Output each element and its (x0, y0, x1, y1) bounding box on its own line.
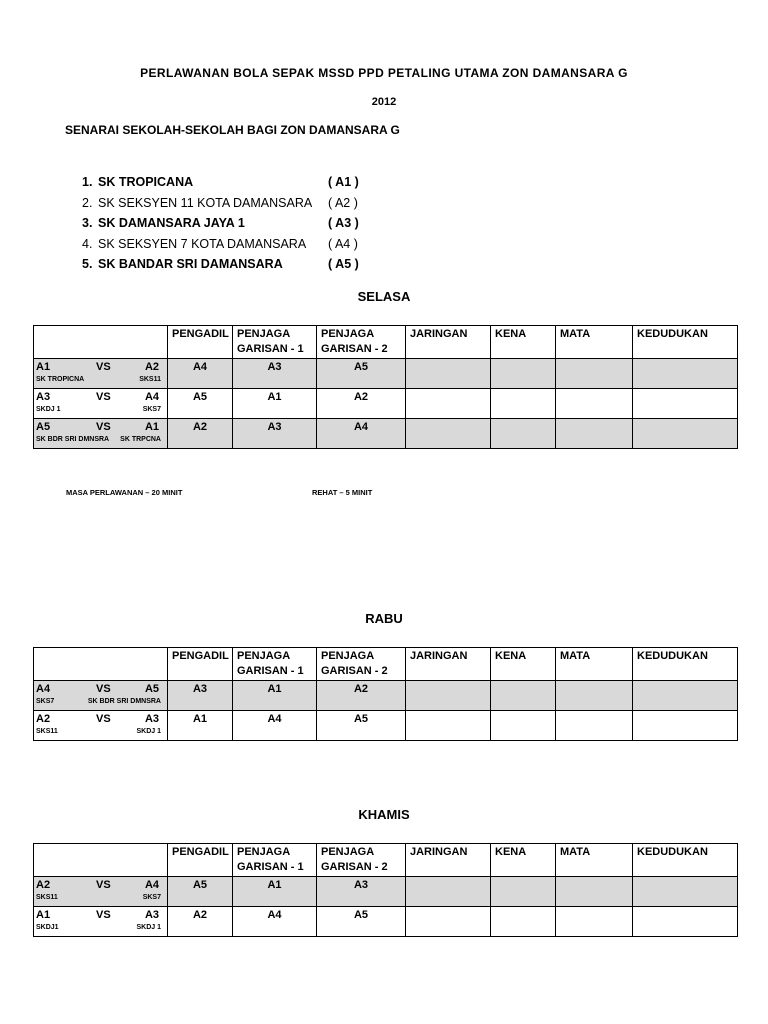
header-empty (34, 326, 168, 359)
home-team-code: A2 (36, 879, 51, 891)
pengadil-cell: A3 (168, 681, 233, 711)
jaringan-cell (406, 907, 491, 937)
document-title: PERLAWANAN BOLA SEPAK MSSD PPD PETALING UTAMA ZON DAMANSARA G (140, 66, 628, 80)
penjaga-2-cell: A5 (317, 711, 406, 741)
header-penjaga-1-line2: GARISAN - 1 (237, 665, 304, 677)
penjaga-2-cell: A2 (317, 681, 406, 711)
match-cell (34, 711, 168, 741)
header-kedudukan: KEDUDUKAN (633, 326, 738, 359)
away-team-short: SK BDR SRI DMNSRA (87, 698, 161, 705)
header-kena: KENA (491, 844, 556, 877)
penjaga-2-cell: A2 (317, 389, 406, 419)
header-penjaga-2-line1: PENJAGA (321, 328, 375, 340)
header-penjaga-2-line2: GARISAN - 2 (321, 861, 388, 873)
kena-cell (491, 681, 556, 711)
school-item (82, 196, 382, 217)
pengadil-cell: A4 (168, 359, 233, 389)
kedudukan-cell (633, 907, 738, 937)
school-name: SK SEKSYEN 7 KOTA DAMANSARA (98, 236, 307, 251)
jaringan-cell (406, 877, 491, 907)
penjaga-2-cell: A5 (317, 907, 406, 937)
vs-label: VS (96, 421, 111, 433)
home-team-code: A1 (36, 361, 51, 373)
table-row (34, 907, 738, 937)
header-empty (34, 844, 168, 877)
vs-label: VS (96, 391, 111, 403)
match-cell (34, 419, 168, 449)
home-team-short: SKS7 (36, 698, 55, 705)
school-number: 2. (82, 195, 93, 210)
vs-label: VS (96, 361, 111, 373)
pengadil-cell: A2 (168, 907, 233, 937)
jaringan-cell (406, 389, 491, 419)
penjaga-1-cell: A1 (233, 877, 317, 907)
header-kedudukan: KEDUDUKAN (633, 648, 738, 681)
penjaga-1-cell: A4 (233, 907, 317, 937)
kena-cell (491, 389, 556, 419)
header-penjaga-2 (317, 326, 406, 359)
table-header-row (34, 844, 738, 877)
home-team-code: A5 (36, 421, 51, 433)
table-row (34, 419, 738, 449)
schedule-table-khamis (33, 843, 738, 937)
mata-cell (556, 711, 633, 741)
school-list-heading: SENARAI SEKOLAH-SEKOLAH BAGI ZON DAMANSARA G (65, 123, 400, 137)
vs-label: VS (96, 909, 111, 921)
jaringan-cell (406, 681, 491, 711)
away-team-short: SK TRPCNA (120, 436, 161, 443)
school-code: ( A3 ) (328, 216, 359, 230)
away-team-short: SKDJ 1 (136, 728, 161, 735)
rest-duration-note: REHAT – 5 MINIT (312, 488, 373, 497)
school-list (82, 175, 382, 278)
header-penjaga-2-line1: PENJAGA (321, 650, 375, 662)
day-title-rabu: RABU (365, 611, 403, 626)
header-jaringan: JARINGAN (406, 844, 491, 877)
school-name: SK SEKSYEN 11 KOTA DAMANSARA (98, 195, 313, 210)
header-mata: MATA (556, 326, 633, 359)
school-number: 5. (82, 257, 93, 271)
school-name: SK BANDAR SRI DAMANSARA (98, 257, 283, 271)
away-team-short: SKDJ 1 (136, 924, 161, 931)
home-team-code: A4 (36, 683, 51, 695)
school-code: ( A1 ) (328, 175, 359, 189)
vs-label: VS (96, 713, 111, 725)
header-pengadil: PENGADIL (168, 648, 233, 681)
schedule-table-selasa (33, 325, 738, 449)
school-code: ( A5 ) (328, 257, 359, 271)
header-mata: MATA (556, 648, 633, 681)
day-title-selasa: SELASA (357, 289, 411, 304)
kena-cell (491, 359, 556, 389)
school-code: ( A4 ) (328, 236, 358, 251)
header-pengadil: PENGADIL (168, 326, 233, 359)
home-team-code: A1 (36, 909, 51, 921)
school-item (82, 216, 382, 237)
kedudukan-cell (633, 359, 738, 389)
penjaga-2-cell: A4 (317, 419, 406, 449)
kedudukan-cell (633, 389, 738, 419)
away-team-code: A4 (144, 391, 159, 403)
home-team-short: SKDJ1 (36, 924, 59, 931)
header-penjaga-1-line2: GARISAN - 1 (237, 343, 304, 355)
mata-cell (556, 681, 633, 711)
penjaga-2-cell: A3 (317, 877, 406, 907)
penjaga-1-cell: A1 (233, 389, 317, 419)
header-penjaga-1-line2: GARISAN - 1 (237, 861, 304, 873)
pengadil-cell: A2 (168, 419, 233, 449)
kedudukan-cell (633, 877, 738, 907)
school-item (82, 175, 382, 196)
away-team-short: SKS7 (142, 894, 161, 901)
away-team-code: A4 (144, 879, 159, 891)
away-team-code: A3 (144, 713, 159, 725)
penjaga-1-cell: A3 (233, 419, 317, 449)
header-mata: MATA (556, 844, 633, 877)
school-number: 4. (82, 236, 93, 251)
header-jaringan: JARINGAN (406, 648, 491, 681)
penjaga-1-cell: A1 (233, 681, 317, 711)
header-penjaga-2-line1: PENJAGA (321, 846, 375, 858)
header-jaringan: JARINGAN (406, 326, 491, 359)
match-cell (34, 389, 168, 419)
kena-cell (491, 419, 556, 449)
penjaga-1-cell: A4 (233, 711, 317, 741)
home-team-short: SK TROPICNA (36, 376, 85, 383)
kena-cell (491, 907, 556, 937)
header-kena: KENA (491, 648, 556, 681)
home-team-code: A2 (36, 713, 51, 725)
school-code: ( A2 ) (328, 195, 358, 210)
table-row (34, 389, 738, 419)
match-cell (34, 877, 168, 907)
header-penjaga-1-line1: PENJAGA (237, 650, 291, 662)
penjaga-1-cell: A3 (233, 359, 317, 389)
match-cell (34, 907, 168, 937)
home-team-short: SKS11 (36, 894, 58, 901)
header-penjaga-2-line2: GARISAN - 2 (321, 343, 388, 355)
header-penjaga-1-line1: PENJAGA (237, 846, 291, 858)
day-title-khamis: KHAMIS (358, 807, 410, 822)
header-kena: KENA (491, 326, 556, 359)
away-team-code: A5 (144, 683, 159, 695)
mata-cell (556, 389, 633, 419)
school-number: 3. (82, 216, 93, 230)
header-penjaga-2 (317, 844, 406, 877)
school-number: 1. (82, 175, 93, 189)
table-row (34, 359, 738, 389)
document-year: 2012 (371, 96, 397, 108)
away-team-code: A3 (144, 909, 159, 921)
home-team-short: SKS11 (36, 728, 58, 735)
header-empty (34, 648, 168, 681)
header-kedudukan: KEDUDUKAN (633, 844, 738, 877)
away-team-short: SKS7 (142, 406, 161, 413)
schedule-table-rabu (33, 647, 738, 741)
header-pengadil: PENGADIL (168, 844, 233, 877)
pengadil-cell: A1 (168, 711, 233, 741)
jaringan-cell (406, 359, 491, 389)
kedudukan-cell (633, 681, 738, 711)
header-penjaga-1 (233, 326, 317, 359)
header-penjaga-1-line1: PENJAGA (237, 328, 291, 340)
jaringan-cell (406, 711, 491, 741)
home-team-short: SKDJ 1 (36, 406, 61, 413)
school-item (82, 237, 382, 258)
kedudukan-cell (633, 711, 738, 741)
penjaga-2-cell: A5 (317, 359, 406, 389)
header-penjaga-2-line2: GARISAN - 2 (321, 665, 388, 677)
table-header-row (34, 648, 738, 681)
match-duration-note: MASA PERLAWANAN – 20 MINIT (66, 488, 183, 497)
table-row (34, 711, 738, 741)
vs-label: VS (96, 879, 111, 891)
school-item (82, 257, 382, 278)
kena-cell (491, 711, 556, 741)
vs-label: VS (96, 683, 111, 695)
header-penjaga-1 (233, 844, 317, 877)
table-row (34, 877, 738, 907)
mata-cell (556, 419, 633, 449)
table-row (34, 681, 738, 711)
header-penjaga-2 (317, 648, 406, 681)
match-cell (34, 681, 168, 711)
kedudukan-cell (633, 419, 738, 449)
home-team-code: A3 (36, 391, 51, 403)
match-cell (34, 359, 168, 389)
kena-cell (491, 877, 556, 907)
away-team-code: A1 (144, 421, 159, 433)
home-team-short: SK BDR SRI DMNSRA (36, 436, 110, 443)
away-team-code: A2 (144, 361, 159, 373)
school-name: SK TROPICANA (98, 175, 194, 189)
mata-cell (556, 907, 633, 937)
mata-cell (556, 359, 633, 389)
table-header-row (34, 326, 738, 359)
header-penjaga-1 (233, 648, 317, 681)
away-team-short: SKS11 (139, 376, 161, 383)
school-name: SK DAMANSARA JAYA 1 (98, 216, 245, 230)
pengadil-cell: A5 (168, 877, 233, 907)
jaringan-cell (406, 419, 491, 449)
pengadil-cell: A5 (168, 389, 233, 419)
mata-cell (556, 877, 633, 907)
